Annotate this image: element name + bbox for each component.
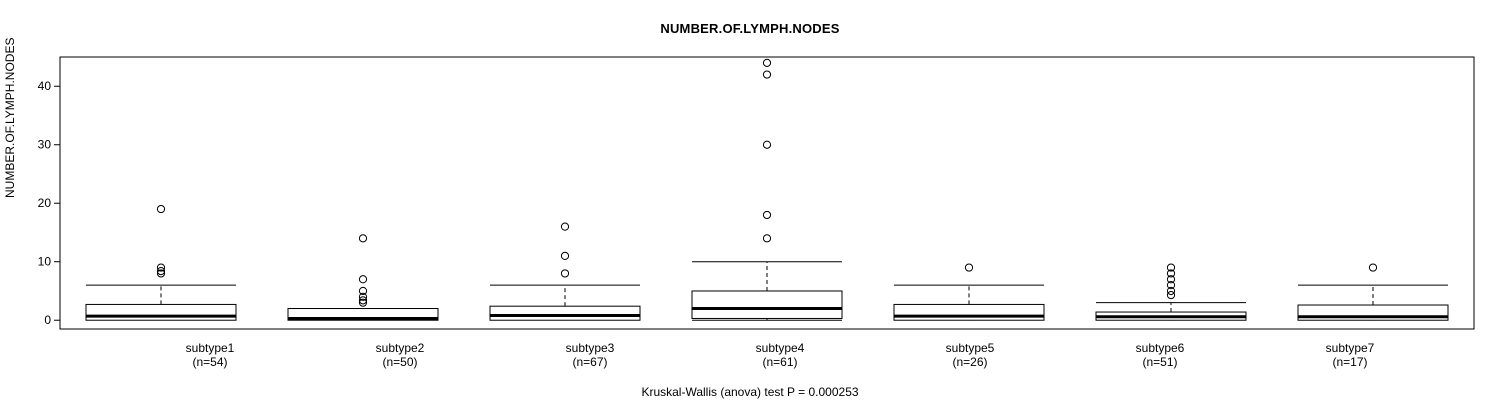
boxplot-group-subtype3 [490, 223, 640, 320]
outlier-point [359, 276, 366, 283]
outlier-point [763, 235, 770, 242]
x-tick-subtype7-count: (n=17) [1332, 355, 1368, 369]
boxplot-group-subtype5 [894, 264, 1044, 320]
x-tick-subtype3-count: (n=67) [572, 355, 608, 369]
x-tick-subtype5-name: subtype5 [945, 341, 995, 355]
x-tick-subtype4-count: (n=61) [762, 355, 798, 369]
outlier-point [359, 235, 366, 242]
outlier-point [763, 141, 770, 148]
y-tick-label: 20 [37, 196, 51, 211]
y-tick-label: 40 [37, 79, 51, 94]
boxplot-group-subtype4 [692, 59, 842, 320]
y-axis-label: NUMBER.OF.LYMPH.NODES [3, 37, 17, 198]
box-iqr [894, 304, 1044, 320]
statistical-test-note: Kruskal-Wallis (anova) test P = 0.000253 [641, 385, 859, 399]
x-tick-subtype3-name: subtype3 [565, 341, 615, 355]
outlier-point [561, 270, 568, 277]
x-tick-subtype3 [525, 341, 655, 369]
y-tick-label: 30 [37, 137, 51, 152]
outlier-point [561, 252, 568, 259]
outlier-point [763, 71, 770, 78]
x-tick-subtype7-name: subtype7 [1325, 341, 1375, 355]
page-title: NUMBER.OF.LYMPH.NODES [660, 21, 840, 36]
boxplot-group-subtype6 [1096, 264, 1246, 320]
x-tick-subtype5 [905, 341, 1035, 369]
outlier-point [965, 264, 972, 271]
boxplot-group-subtype2 [288, 235, 438, 320]
x-tick-subtype2-count: (n=50) [382, 355, 418, 369]
x-tick-subtype7 [1285, 341, 1415, 369]
boxplot-group-subtype1 [86, 205, 236, 320]
outlier-point [763, 59, 770, 66]
x-tick-subtype2 [335, 341, 465, 369]
x-tick-subtype5-count: (n=26) [952, 355, 988, 369]
box-iqr [692, 291, 842, 318]
outlier-point [561, 223, 568, 230]
x-tick-subtype4-name: subtype4 [755, 341, 805, 355]
outlier-point [157, 205, 164, 212]
x-tick-subtype6-count: (n=51) [1142, 355, 1178, 369]
x-tick-subtype1 [145, 341, 275, 369]
x-tick-subtype6 [1095, 341, 1225, 369]
x-tick-subtype1-count: (n=54) [192, 355, 228, 369]
x-tick-subtype4 [715, 341, 845, 369]
x-tick-subtype2-name: subtype2 [375, 341, 425, 355]
x-tick-subtype6-name: subtype6 [1135, 341, 1185, 355]
y-tick-label: 0 [44, 313, 51, 328]
box-iqr [490, 306, 640, 320]
outlier-point [763, 211, 770, 218]
boxplot-group-subtype7 [1298, 264, 1448, 320]
outlier-point [1369, 264, 1376, 271]
y-tick-label: 10 [37, 254, 51, 269]
box-iqr [86, 304, 236, 320]
x-tick-subtype1-name: subtype1 [185, 341, 235, 355]
